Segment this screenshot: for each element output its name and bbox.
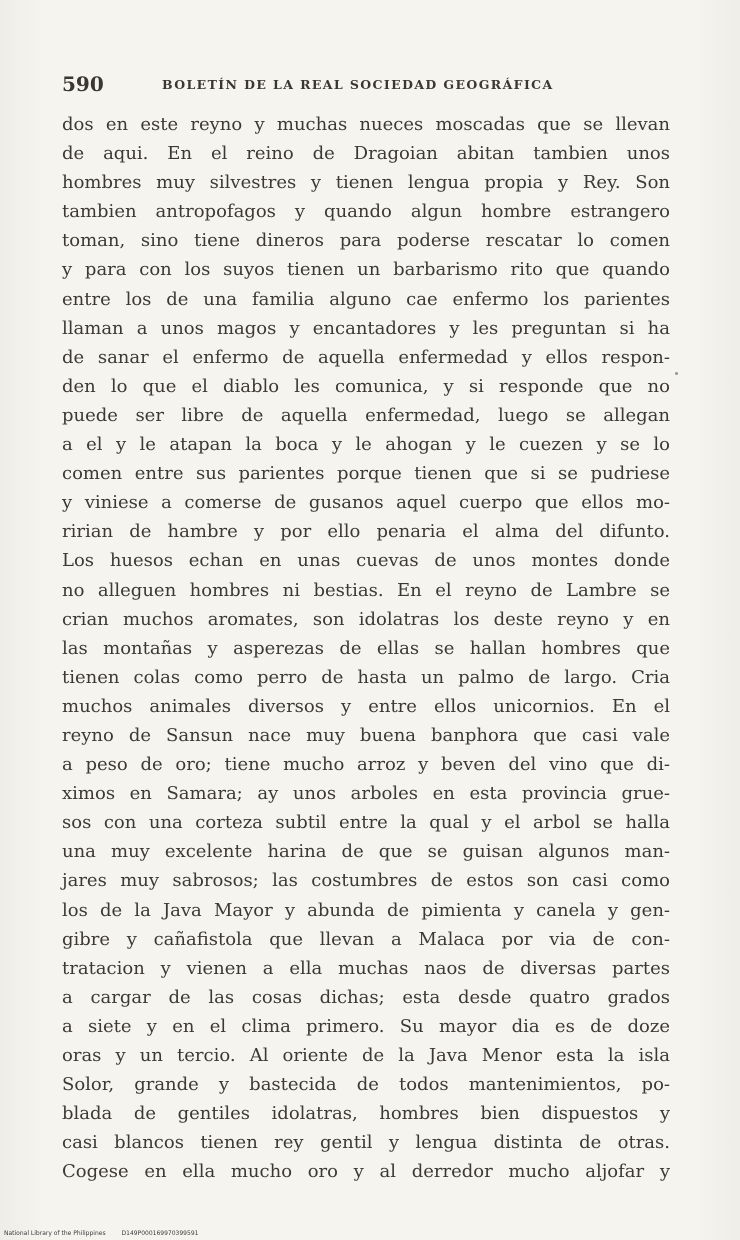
text-line: dos en este reyno y muchas nueces moscadas que se llevan [62, 114, 670, 135]
text-line: puede ser libre de aquella enfermedad, luego se allegan [62, 404, 670, 426]
text-line: hombres muy silvestres y tienen lengua propia y Rey. Son [62, 172, 670, 194]
text-line: sos con una corteza subtil entre la qual y el arbol se halla [62, 812, 670, 834]
text-line: gibre y cañafistola que llevan a Malaca por via de con- [62, 928, 670, 950]
text-line: tratacion y vienen a ella muchas naos de diversas partes [62, 957, 670, 979]
text-line: crian muchos aromates, son idolatras los deste reyno y en [62, 608, 670, 630]
text-line: toman, sino tiene dineros para poderse rescatar lo comen [62, 230, 670, 252]
page-header [62, 72, 674, 102]
text-line: de sanar el enfermo de aquella enfermedad y ellos respon- [62, 346, 670, 368]
text-line: Cogese en ella mucho oro y al derredor mucho aljofar y [62, 1161, 670, 1183]
text-line: blada de gentiles idolatras, hombres bien dispuestos y [62, 1103, 670, 1125]
text-line: Los huesos echan en unas cuevas de unos montes donde [62, 550, 670, 572]
text-line: a siete y en el clima primero. Su mayor dia es de doze [62, 1015, 670, 1037]
footer-library: National Library of the Philippines [4, 1230, 106, 1237]
text-line: entre los de una familia alguno cae enfermo los parientes [62, 288, 670, 310]
text-line: de aqui. En el reino de Dragoian abitan tambien unos [62, 143, 670, 165]
text-line: las montañas y asperezas de ellas se hallan hombres que [62, 637, 670, 659]
text-line: ximos en Samara; ay unos arboles en esta provincia grue- [62, 783, 670, 805]
text-line: tambien antropofagos y quando algun hombre estrangero [62, 201, 670, 223]
text-line: muchos animales diversos y entre ellos unicornios. En el [62, 695, 670, 717]
text-line: ririan de hambre y por ello penaria el alma del difunto. [62, 521, 670, 543]
text-line: Solor, grande y bastecida de todos mantenimientos, po- [62, 1074, 670, 1096]
text-line: los de la Java Mayor y abunda de pimienta y canela y gen- [62, 899, 670, 921]
text-line: oras y un tercio. Al oriente de la Java Menor esta la isla [62, 1045, 670, 1066]
text-line: casi blancos tienen rey gentil y lengua distinta de otras. [62, 1132, 670, 1154]
text-line: den lo que el diablo les comunica, y si responde que no [62, 375, 670, 397]
text-line: no alleguen hombres ni bestias. En el reyno de Lambre se [62, 579, 670, 601]
text-line: una muy excelente harina de que se guisan algunos man- [62, 841, 670, 863]
text-line: jares muy sabrosos; las costumbres de estos son casi como [62, 870, 670, 892]
page-number: 590 [62, 72, 104, 96]
text-line: y viniese a comerse de gusanos aquel cuerpo que ellos mo- [62, 492, 670, 514]
footer-identifier: D149P000169970399591 [121, 1230, 199, 1237]
text-line: reyno de Sansun nace muy buena banphora que casi vale [62, 724, 670, 746]
text-line: a el y le atapan la boca y le ahogan y le cuezen y se lo [62, 434, 670, 456]
text-line: llaman a unos magos y encantadores y les preguntan si ha [62, 317, 670, 339]
page-footer [4, 1230, 198, 1237]
body-text [62, 110, 670, 1186]
text-line: y para con los suyos tienen un barbarismo rito que quando [62, 259, 670, 281]
text-line: a peso de oro; tiene mucho arroz y beven del vino que di- [62, 754, 670, 776]
text-line: a cargar de las cosas dichas; esta desde quatro grados [62, 986, 670, 1008]
text-line: comen entre sus parientes porque tienen que si se pudriese [62, 463, 670, 485]
paper-speck [675, 372, 678, 375]
running-title: BOLETÍN DE LA REAL SOCIEDAD GEOGRÁFICA [162, 77, 554, 92]
text-line: tienen colas como perro de hasta un palmo de largo. Cria [62, 666, 670, 688]
